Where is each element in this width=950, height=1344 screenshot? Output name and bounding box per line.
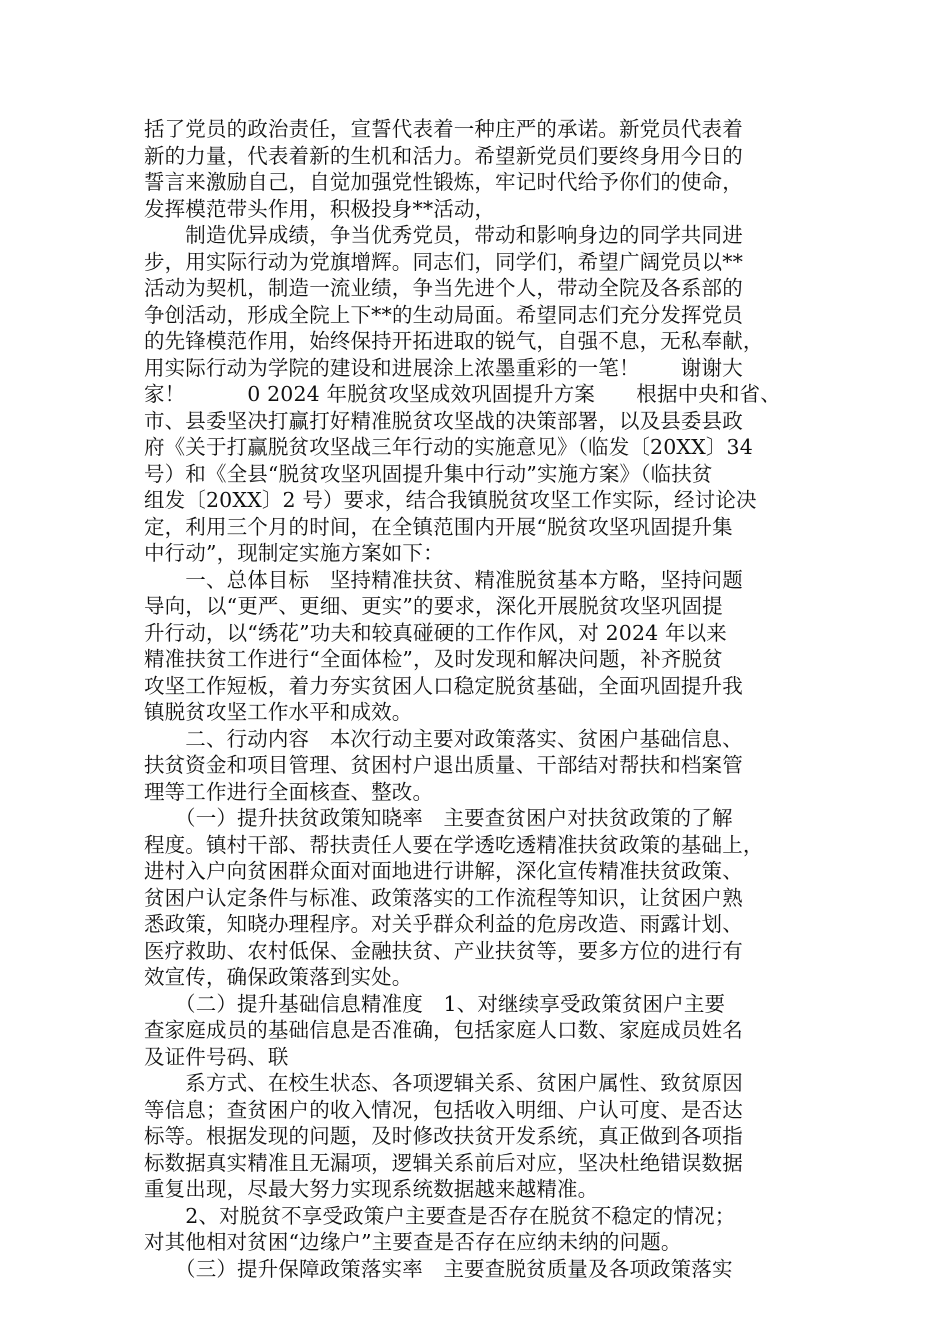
text-line: 中行动”，现制定实施方案如下： — [144, 541, 444, 565]
text-line: 精准扶贫工作进行“全面体检”，及时发现和解决问题，补齐脱贫 — [144, 647, 723, 671]
text-line: （三）提升保障政策落实率 主要查脱贫质量及各项政策落实 — [144, 1256, 733, 1281]
text-line: 二、行动内容 本次行动主要对政策落实、贫困户基础信息、 — [144, 726, 743, 751]
text-line: 活动为契机，制造一流业绩，争当先进个人，带动全院及各系部的 — [144, 276, 743, 300]
text-line: 进村入户向贫困群众面对面地进行讲解，深化宣传精准扶贫政策、 — [144, 859, 743, 883]
text-line: 查家庭成员的基础信息是否准确，包括家庭人口数、家庭成员姓名 — [144, 1018, 743, 1042]
text-line: 标数据真实精准且无漏项，逻辑关系前后对应，坚决杜绝错误数据 — [144, 1150, 743, 1175]
text-line: 家！ 0 2024 年脱贫攻坚成效巩固提升方案 根据中央和省、 — [144, 382, 781, 406]
text-line: 的先锋模范作用，始终保持开拓进取的锐气，自强不息，无私奉献， — [144, 329, 764, 353]
text-line: 步，用实际行动为党旗增辉。同志们，同学们，希望广阔党员以** — [144, 249, 743, 274]
text-line: 市、县委坚决打赢打好精准脱贫攻坚战的决策部署，以及县委县政 — [144, 408, 743, 433]
text-line: 效宣传，确保政策落到实处。 — [144, 965, 413, 989]
text-line: （一）提升扶贫政策知晓率 主要查贫困户对扶贫政策的了解 — [144, 806, 733, 830]
text-line: 标等。根据发现的问题，及时修改扶贫开发系统，真正做到各项指 — [144, 1124, 743, 1148]
text-line: 及证件号码、联 — [144, 1044, 289, 1069]
text-line: 用实际行动为学院的建设和进展涂上浓墨重彩的一笔！ 谢谢大 — [144, 355, 743, 380]
text-line: 导向，以“更严、更细、更实”的要求，深化开展脱贫攻坚巩固提 — [144, 594, 723, 618]
document-body — [144, 116, 812, 1282]
text-line: 对其他相对贫困“边缘户”主要查是否存在应纳未纳的问题。 — [144, 1230, 682, 1254]
text-line: 号）和《全县“脱贫攻坚巩固提升集中行动”实施方案》（临扶贫 — [144, 461, 713, 486]
text-line: 攻坚工作短板，着力夯实贫困人口稳定脱贫基础，全面巩固提升我 — [144, 673, 743, 698]
text-line: 扶贫资金和项目管理、贫困村户退出质量、干部结对帮扶和档案管 — [144, 753, 743, 777]
text-line: 悉政策，知晓办理程序。对关乎群众利益的危房改造、雨露计划、 — [144, 912, 743, 936]
text-line: 誓言来激励自己，自觉加强党性锻炼，牢记时代给予你们的使命， — [144, 170, 743, 194]
text-line: 新的力量，代表着新的生机和活力。希望新党员们要终身用今日的 — [144, 143, 743, 168]
text-line: 括了党员的政治责任，宣誓代表着一种庄严的承诺。新党员代表着 — [144, 117, 743, 141]
text-line: 2、对脱贫不享受政策户主要查是否存在脱贫不稳定的情况； — [144, 1203, 736, 1228]
text-line: 系方式、在校生状态、各项逻辑关系、贫困户属性、致贫原因 — [144, 1071, 743, 1095]
text-line: 一、总体目标 坚持精准扶贫、精准脱贫基本方略，坚持问题 — [144, 567, 743, 592]
text-line: 镇脱贫攻坚工作水平和成效。 — [144, 700, 413, 724]
text-line: 重复出现，尽最大努力实现系统数据越来越精准。 — [144, 1177, 599, 1201]
text-line: 等信息；查贫困户的收入情况，包括收入明细、户认可度、是否达 — [144, 1097, 743, 1122]
text-line: 定，利用三个月的时间，在全镇范围内开展“脱贫攻坚巩固提升集 — [144, 514, 733, 539]
text-line: 医疗救助、农村低保、金融扶贫、产业扶贫等，要多方位的进行有 — [144, 938, 743, 963]
text-line: 贫困户认定条件与标准、政策落实的工作流程等知识，让贫困户熟 — [144, 885, 743, 910]
text-line: 升行动，以“绣花”功夫和较真碰硬的工作作风，对 2024 年以来 — [144, 620, 727, 645]
text-line: 组发〔20XX〕2 号）要求，结合我镇脱贫攻坚工作实际，经讨论决 — [144, 488, 757, 512]
text-line: 理等工作进行全面核查、整改。 — [144, 779, 434, 804]
text-line: 府《关于打赢脱贫攻坚战三年行动的实施意见》（临发〔20XX〕34 — [144, 435, 753, 459]
text-line: 制造优异成绩，争当优秀党员，带动和影响身边的同学共同进 — [144, 223, 743, 247]
text-line: 程度。镇村干部、帮扶责任人要在学透吃透精准扶贫政策的基础上， — [144, 832, 764, 857]
text-line: （二）提升基础信息精准度 1、对继续享受政策贫困户主要 — [144, 991, 726, 1016]
text-line: 发挥模范带头作用，积极投身**活动， — [144, 196, 496, 221]
text-line: 争创活动，形成全院上下**的生动局面。希望同志们充分发挥党员 — [144, 302, 743, 327]
